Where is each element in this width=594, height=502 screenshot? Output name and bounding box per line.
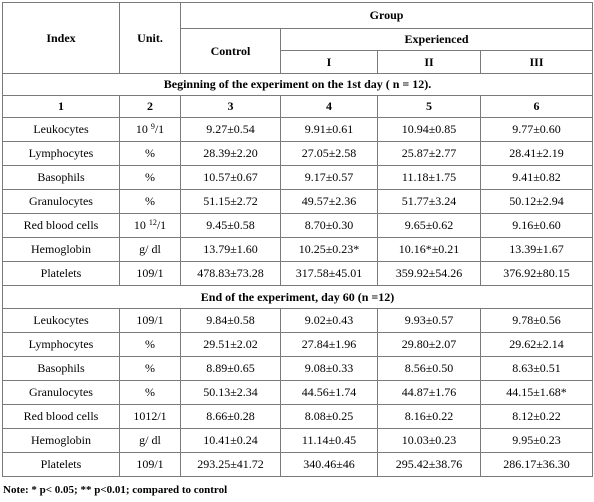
- table-row: [3, 381, 593, 405]
- unit-cell: 10 $^9$/1: [120, 118, 181, 142]
- value-cell: 9.78±0.56: [481, 309, 593, 333]
- unit-cell: g/ dl: [120, 429, 181, 453]
- table-row: [3, 142, 593, 166]
- index-cell: Leukocytes: [3, 309, 120, 333]
- index-cell: Red blood cells: [3, 214, 120, 238]
- value-cell: 11.14±0.45: [281, 429, 378, 453]
- value-cell: 11.18±1.75: [378, 166, 481, 190]
- header-group-2: II: [378, 51, 481, 74]
- index-cell: Granulocytes: [3, 190, 120, 214]
- value-cell: 376.92±80.15: [481, 262, 593, 286]
- table-row: [3, 238, 593, 262]
- column-number: 1: [3, 96, 120, 118]
- value-cell: 9.84±0.58: [181, 309, 281, 333]
- column-number: 6: [481, 96, 593, 118]
- header-index: Index: [3, 3, 120, 74]
- value-cell: 9.65±0.62: [378, 214, 481, 238]
- value-cell: 9.77±0.60: [481, 118, 593, 142]
- value-cell: 9.93±0.57: [378, 309, 481, 333]
- index-cell: Lymphocytes: [3, 333, 120, 357]
- value-cell: 44.15±1.68*: [481, 381, 593, 405]
- index-cell: Lymphocytes: [3, 142, 120, 166]
- value-cell: 8.12±0.22: [481, 405, 593, 429]
- value-cell: 340.46±46: [281, 453, 378, 477]
- unit-cell: 10 $^{12}$/1: [120, 214, 181, 238]
- value-cell: 317.58±45.01: [281, 262, 378, 286]
- table-row: [3, 190, 593, 214]
- index-cell: Granulocytes: [3, 381, 120, 405]
- value-cell: 8.56±0.50: [378, 357, 481, 381]
- table-row: [3, 309, 593, 333]
- value-cell: 9.02±0.43: [281, 309, 378, 333]
- table-note: Note: * p< 0.05; ** p<0.01; compared to control: [3, 484, 228, 496]
- unit-cell: %: [120, 357, 181, 381]
- unit-cell: 109/1: [120, 453, 181, 477]
- header-group-1: I: [281, 51, 378, 74]
- value-cell: 50.13±2.34: [181, 381, 281, 405]
- value-cell: 13.39±1.67: [481, 238, 593, 262]
- header-control: Control: [181, 29, 281, 74]
- value-cell: 8.70±0.30: [281, 214, 378, 238]
- table-row: [3, 262, 593, 286]
- section-title-day60: End of the experiment, day 60 (n =12): [3, 286, 593, 309]
- value-cell: 8.08±0.25: [281, 405, 378, 429]
- value-cell: 10.94±0.85: [378, 118, 481, 142]
- value-cell: 9.08±0.33: [281, 357, 378, 381]
- value-cell: 29.80±2.07: [378, 333, 481, 357]
- column-number: 5: [378, 96, 481, 118]
- table-row: [3, 453, 593, 477]
- unit-cell: 109/1: [120, 262, 181, 286]
- value-cell: 27.84±1.96: [281, 333, 378, 357]
- value-cell: 286.17±36.30: [481, 453, 593, 477]
- value-cell: 51.15±2.72: [181, 190, 281, 214]
- value-cell: 10.16*±0.21: [378, 238, 481, 262]
- value-cell: 478.83±73.28: [181, 262, 281, 286]
- unit-cell: %: [120, 381, 181, 405]
- value-cell: 50.12±2.94: [481, 190, 593, 214]
- unit-cell: %: [120, 142, 181, 166]
- value-cell: 10.25±0.23*: [281, 238, 378, 262]
- header-unit: Unit.: [120, 3, 181, 74]
- section-title-day1: Beginning of the experiment on the 1st day ( n = 12).: [3, 74, 593, 96]
- value-cell: 49.57±2.36: [281, 190, 378, 214]
- value-cell: 13.79±1.60: [181, 238, 281, 262]
- blood-parameters-table: [2, 2, 593, 477]
- value-cell: 27.05±2.58: [281, 142, 378, 166]
- value-cell: 28.39±2.20: [181, 142, 281, 166]
- value-cell: 25.87±2.77: [378, 142, 481, 166]
- value-cell: 10.41±0.24: [181, 429, 281, 453]
- value-cell: 293.25±41.72: [181, 453, 281, 477]
- index-cell: Platelets: [3, 262, 120, 286]
- value-cell: 9.45±0.58: [181, 214, 281, 238]
- value-cell: 295.42±38.76: [378, 453, 481, 477]
- value-cell: 44.56±1.74: [281, 381, 378, 405]
- index-cell: Leukocytes: [3, 118, 120, 142]
- column-number: 4: [281, 96, 378, 118]
- table-row: [3, 214, 593, 238]
- value-cell: 9.17±0.57: [281, 166, 378, 190]
- value-cell: 9.91±0.61: [281, 118, 378, 142]
- index-cell: Platelets: [3, 453, 120, 477]
- index-cell: Red blood cells: [3, 405, 120, 429]
- column-number: 3: [181, 96, 281, 118]
- index-cell: Hemoglobin: [3, 238, 120, 262]
- header-group: Group: [181, 3, 593, 29]
- unit-cell: %: [120, 166, 181, 190]
- value-cell: 44.87±1.76: [378, 381, 481, 405]
- unit-cell: %: [120, 333, 181, 357]
- value-cell: 29.62±2.14: [481, 333, 593, 357]
- unit-cell: g/ dl: [120, 238, 181, 262]
- index-cell: Basophils: [3, 166, 120, 190]
- header-group-3: III: [481, 51, 593, 74]
- value-cell: 51.77±3.24: [378, 190, 481, 214]
- value-cell: 9.41±0.82: [481, 166, 593, 190]
- table-row: [3, 166, 593, 190]
- value-cell: 8.66±0.28: [181, 405, 281, 429]
- unit-cell: 1012/1: [120, 405, 181, 429]
- value-cell: 8.16±0.22: [378, 405, 481, 429]
- value-cell: 10.57±0.67: [181, 166, 281, 190]
- value-cell: 359.92±54.26: [378, 262, 481, 286]
- table-row: [3, 429, 593, 453]
- value-cell: 8.89±0.65: [181, 357, 281, 381]
- table-row: [3, 333, 593, 357]
- value-cell: 9.27±0.54: [181, 118, 281, 142]
- unit-cell: %: [120, 190, 181, 214]
- value-cell: 9.95±0.23: [481, 429, 593, 453]
- column-number: 2: [120, 96, 181, 118]
- value-cell: 9.16±0.60: [481, 214, 593, 238]
- table-row: [3, 118, 593, 142]
- value-cell: 10.03±0.23: [378, 429, 481, 453]
- header-experienced: Experienced: [281, 29, 593, 51]
- table-row: [3, 405, 593, 429]
- table-row: [3, 357, 593, 381]
- value-cell: 28.41±2.19: [481, 142, 593, 166]
- unit-cell: 109/1: [120, 309, 181, 333]
- index-cell: Hemoglobin: [3, 429, 120, 453]
- index-cell: Basophils: [3, 357, 120, 381]
- value-cell: 29.51±2.02: [181, 333, 281, 357]
- value-cell: 8.63±0.51: [481, 357, 593, 381]
